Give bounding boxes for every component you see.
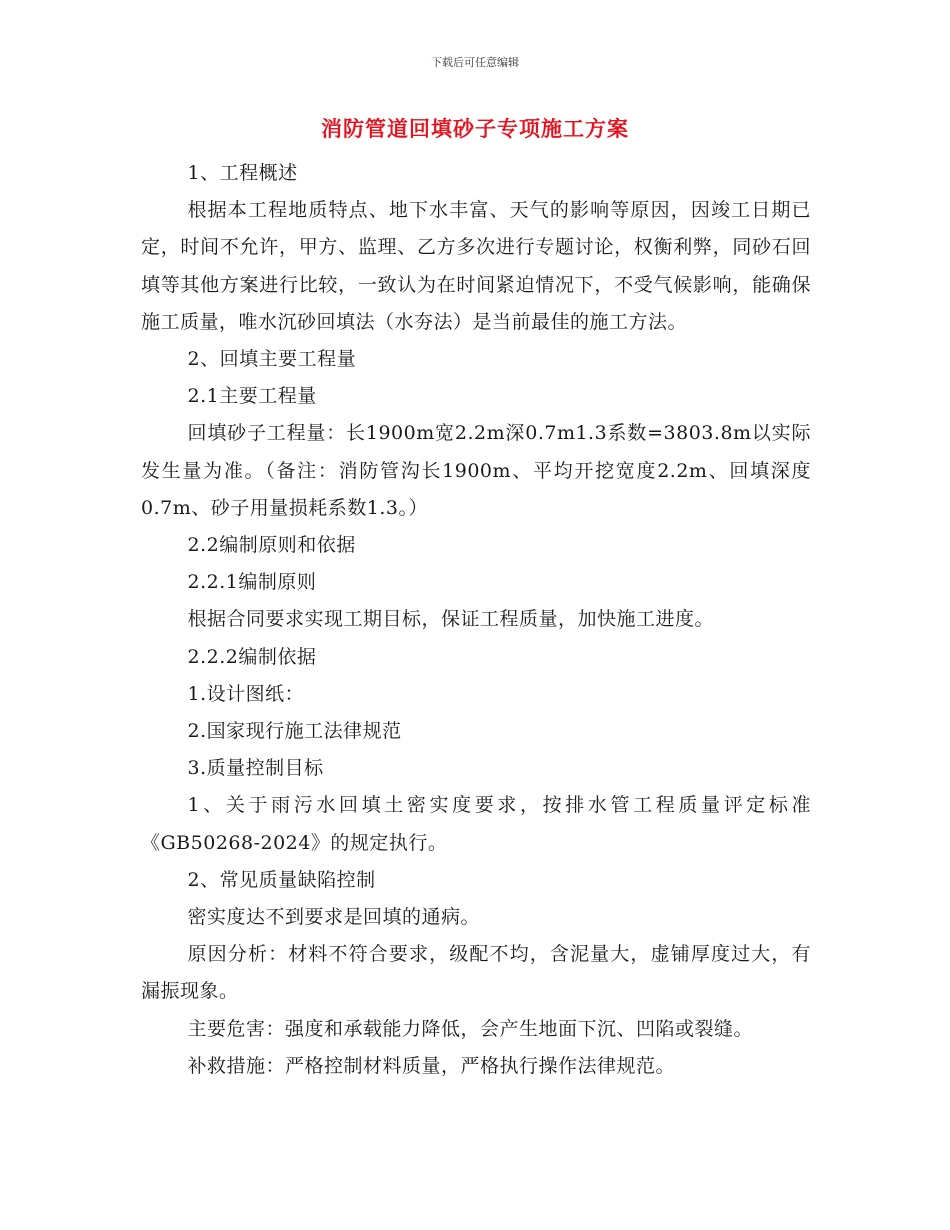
section-heading: 1、工程概述 [187, 162, 298, 184]
document-body [141, 155, 811, 1085]
subsection-heading: 2.2.1编制原则 [187, 571, 317, 594]
section-heading: 2、常见质量缺陷控制 [187, 868, 376, 891]
list-item: 1.设计图纸： [187, 682, 305, 705]
document-title: 消防管道回填砂子专项施工方案 [321, 117, 629, 141]
subsection-heading: 2.2.2编制依据 [187, 645, 317, 668]
body-paragraph: 原因分析：材料不符合要求，级配不均，含泥量大，虚铺厚度过大，有漏振现象。 [141, 943, 811, 1003]
body-paragraph: 回填砂子工程量：长1900m宽2.2m深0.7m1.3系数=3803.8m以实际发生量为准。（备注：消防管沟长1900m、平均开挖宽度2.2m、回填深度0.7m、砂子用量损耗系数1.3。） [141, 422, 811, 519]
body-paragraph: 密实度达不到要求是回填的通病。 [187, 906, 481, 929]
subsection-heading: 2.1主要工程量 [187, 385, 317, 408]
body-paragraph: 补救措施：严格控制材料质量，严格执行操作法律规范。 [187, 1054, 676, 1077]
list-item: 2.国家现行施工法律规范 [187, 720, 402, 743]
body-paragraph: 1、关于雨污水回填土密实度要求，按排水管工程质量评定标准《GB50268-2024》的规定执行。 [141, 794, 811, 854]
page-header-note: 下载后可任意编辑 [431, 56, 519, 69]
subsection-heading: 2.2编制原则和依据 [187, 534, 356, 557]
list-item: 3.质量控制目标 [187, 757, 324, 780]
section-heading: 2、回填主要工程量 [187, 348, 357, 371]
body-paragraph: 主要危害：强度和承载能力降低，会产生地面下沉、凹陷或裂缝。 [187, 1017, 754, 1040]
body-paragraph: 根据合同要求实现工期目标，保证工程质量，加快施工进度。 [187, 608, 715, 631]
body-paragraph: 根据本工程地质特点、地下水丰富、天气的影响等原因，因竣工日期已定，时间不允许，甲方、监理、乙方多次进行专题讨论，权衡利弊，同砂石回填等其他方案进行比较，一致认为在时间紧迫情况下，不受气候影响，能确保施工质量，唯水沉砂回填法（水夯法）是当前最佳的施工方法。 [141, 199, 811, 333]
